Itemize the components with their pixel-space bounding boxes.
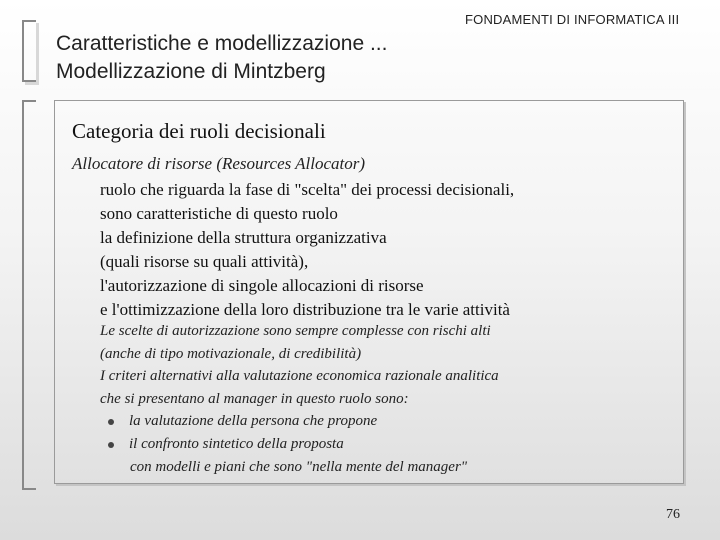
- notes-block: [100, 320, 499, 410]
- bullet-list: [108, 410, 467, 479]
- description-line: (quali risorse su quali attività),: [100, 252, 309, 271]
- description-line: la definizione della struttura organizzativa: [100, 228, 387, 247]
- page-number: 76: [666, 507, 680, 522]
- bullet-text: la valutazione della persona che propone: [129, 413, 378, 429]
- description-line: e l'ottimizzazione della loro distribuzione tra le varie attività: [100, 300, 510, 319]
- slide-title-line2: Modellizzazione di Mintzberg: [56, 60, 326, 83]
- bullet-icon: [108, 442, 114, 448]
- note-line: (anche di tipo motivazionale, di credibilità): [100, 345, 362, 362]
- note-line: che si presentano al manager in questo ruolo sono:: [100, 390, 409, 407]
- course-header: FONDAMENTI DI INFORMATICA III: [465, 12, 680, 27]
- bullet-icon: [108, 419, 114, 425]
- list-item: [108, 410, 467, 433]
- bullet-text: il confronto sintetico della proposta: [129, 436, 344, 452]
- section-heading: Categoria dei ruoli decisionali: [72, 119, 326, 143]
- title-bracket: [22, 20, 36, 82]
- description-line: ruolo che riguarda la fase di "scelta" dei processi decisionali,: [100, 180, 515, 199]
- content-bracket: [22, 100, 36, 490]
- slide-title: [56, 30, 387, 86]
- slide-title-line1: Caratteristiche e modellizzazione ...: [56, 32, 388, 55]
- list-item: [108, 433, 467, 456]
- role-description: [100, 178, 514, 322]
- note-line: I criteri alternativi alla valutazione economica razionale analitica: [100, 368, 499, 384]
- description-line: sono caratteristiche di questo ruolo: [100, 204, 338, 223]
- description-line: l'autorizzazione di singole allocazioni di risorse: [100, 276, 424, 295]
- role-subheading: Allocatore di risorse (Resources Allocator): [72, 154, 366, 173]
- bullet-continuation: con modelli e piani che sono "nella mente del manager": [130, 459, 468, 475]
- note-line: Le scelte di autorizzazione sono sempre complesse con rischi alti: [100, 323, 491, 339]
